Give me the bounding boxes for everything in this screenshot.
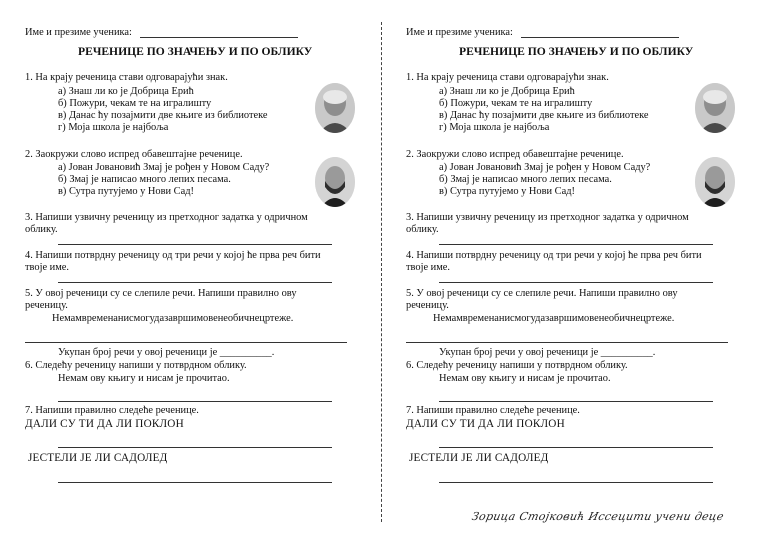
answer-line-5[interactable] [25,342,347,343]
question-1-item-c: в) Данас ћу позајмити две књиге из библиотеке [439,110,649,121]
question-7: 7. Напиши правилно следеће реченице. [25,405,199,416]
name-label: Име и презиме ученика: [25,27,132,38]
question-2-item-a: а) Јован Јовановић Змај је рођен у Новом Саду? [439,162,651,173]
worksheet-left [22,0,382,543]
question-5-joined-sentence: Немамвременанисмогудазавршимовенеобичнецртеже. [52,313,294,324]
question-4-line-2: твоје име. [406,262,451,273]
worksheet-title: РЕЧЕНИЦЕ ПО ЗНАЧЕЊУ И ПО ОБЛИКУ [459,45,694,58]
portrait-photo-dobrica [695,83,735,133]
question-5-line-1: 5. У овој реченици су се слепиле речи. Напиши правилно ову [25,288,297,299]
question-2-item-c: в) Сутра путујемо у Нови Сад! [58,186,194,197]
question-4-line-1: 4. Напиши потврдну реченицу од три речи у којој ће прва реч бити [406,250,702,261]
question-7-sentence-1: ДАЛИ СУ ТИ ДА ЛИ ПОКЛОН [25,418,184,430]
answer-line-6[interactable] [439,401,713,402]
question-6: 6. Следећу реченицу напиши у потврдном облику. [25,360,247,371]
question-1: 1. На крају реченица стави одговарајући знак. [406,72,609,83]
question-1: 1. На крају реченица стави одговарајући знак. [25,72,228,83]
question-2: 2. Заокружи слово испред обавештајне реченице. [25,149,243,160]
question-5-line-2: реченицу. [406,300,449,311]
question-2-item-c: в) Сутра путујемо у Нови Сад! [439,186,575,197]
question-1-item-b: б) Пожури, чекам те на игралишту [58,98,212,109]
portrait-photo-zmaj [695,157,735,207]
answer-line-7a[interactable] [439,447,713,448]
question-5-line-1: 5. У овој реченици су се слепиле речи. Напиши правилно ову [406,288,678,299]
question-6: 6. Следећу реченицу напиши у потврдном облику. [406,360,628,371]
answer-line-7b[interactable] [58,482,332,483]
question-5-word-count: Укупан број речи у овој реченици је __________. [58,347,275,358]
answer-line-4[interactable] [439,282,713,283]
question-1-item-d: г) Моја школа је најбоља [439,122,550,133]
author-signature: Зорица Стојковић Иссецити учени деце [470,510,726,523]
question-6-sentence: Немам ову књигу и нисам је прочитао. [439,373,611,384]
question-7: 7. Напиши правилно следеће реченице. [406,405,580,416]
worksheet-right [403,0,763,543]
question-1-item-a: а) Знаш ли ко је Добрица Ерић [58,86,194,97]
answer-line-7b[interactable] [439,482,713,483]
question-2: 2. Заокружи слово испред обавештајне реченице. [406,149,624,160]
question-1-item-d: г) Моја школа је најбоља [58,122,169,133]
question-1-item-b: б) Пожури, чекам те на игралишту [439,98,593,109]
question-3-line-2: облику. [406,224,439,235]
portrait-photo-dobrica [315,83,355,133]
question-6-sentence: Немам ову књигу и нисам је прочитао. [58,373,230,384]
portrait-photo-zmaj [315,157,355,207]
name-field[interactable] [521,37,679,38]
question-3-line-2: облику. [25,224,58,235]
question-4-line-2: твоје име. [25,262,70,273]
question-7-sentence-2: ЈЕСТЕЛИ ЈЕ ЛИ САДОЛЕД [28,452,168,464]
answer-line-5[interactable] [406,342,728,343]
question-4-line-1: 4. Напиши потврдну реченицу од три речи у којој ће прва реч бити [25,250,321,261]
answer-line-6[interactable] [58,401,332,402]
name-label: Име и презиме ученика: [406,27,513,38]
question-5-line-2: реченицу. [25,300,68,311]
question-1-item-c: в) Данас ћу позајмити две књиге из библиотеке [58,110,268,121]
question-2-item-a: а) Јован Јовановић Змај је рођен у Новом Саду? [58,162,270,173]
answer-line-3[interactable] [439,244,713,245]
question-7-sentence-1: ДАЛИ СУ ТИ ДА ЛИ ПОКЛОН [406,418,565,430]
question-2-item-b: б) Змај је написао много лепих песама. [58,174,231,185]
question-3-line-1: 3. Напиши узвичну реченицу из претходног задатка у одричном [406,212,689,223]
answer-line-4[interactable] [58,282,332,283]
question-5-joined-sentence: Немамвременанисмогудазавршимовенеобичнецртеже. [433,313,675,324]
question-2-item-b: б) Змај је написао много лепих песама. [439,174,612,185]
worksheet-title: РЕЧЕНИЦЕ ПО ЗНАЧЕЊУ И ПО ОБЛИКУ [78,45,313,58]
question-3-line-1: 3. Напиши узвичну реченицу из претходног задатка у одричном [25,212,308,223]
question-5-word-count: Укупан број речи у овој реченици је __________. [439,347,656,358]
answer-line-3[interactable] [58,244,332,245]
question-1-item-a: а) Знаш ли ко је Добрица Ерић [439,86,575,97]
answer-line-7a[interactable] [58,447,332,448]
name-field[interactable] [140,37,298,38]
question-7-sentence-2: ЈЕСТЕЛИ ЈЕ ЛИ САДОЛЕД [409,452,549,464]
